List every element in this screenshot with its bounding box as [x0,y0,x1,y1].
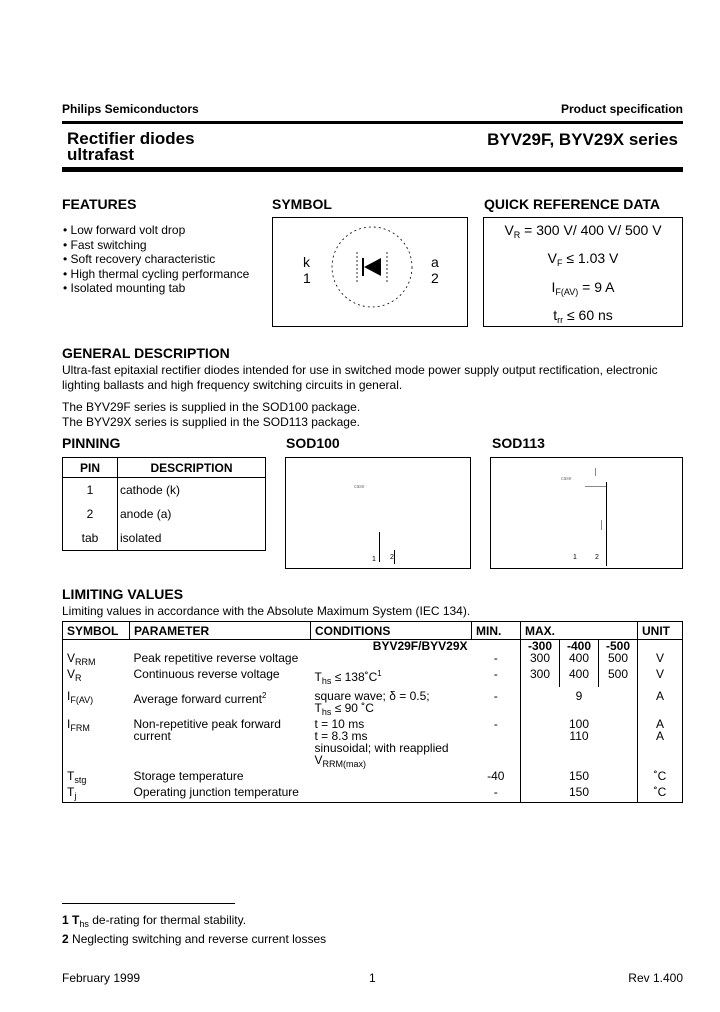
qrd-row-trr: $t_{rr} \le 60$ ns [553,307,613,325]
general-heading: GENERAL DESCRIPTION [62,345,230,361]
table-row: 2 anode (a) [63,502,266,526]
footnote-1: 1 $T_{hs}$ de-rating for thermal stability. [62,913,247,929]
feature-item: • High thermal cycling performance [63,266,250,281]
symbol-box [272,217,468,327]
table-row: tab isolated [63,526,266,551]
title-line2: ultrafast [67,145,135,164]
pin-col-header: PIN [63,458,118,478]
lv-col-parameter: PARAMETER [130,622,311,640]
sod100-drawing: case 1 2 [285,457,471,569]
pinning-table [62,457,266,551]
feature-item: • Fast switching [63,237,147,252]
features-heading: FEATURES [62,196,137,212]
title-rule [62,167,683,172]
part-number: BYV29F, BYV29X series [487,130,678,149]
sod100-heading: SOD100 [286,435,340,451]
lv-col-symbol: SYMBOL [63,622,130,640]
table-row: $T_{stg}$ Storage temperature -40 150 ˚C [63,770,683,786]
symbol-a-label: a [431,254,439,270]
feature-item: • Low forward volt drop [63,223,186,237]
header-rule [62,121,683,124]
title-line1: Rectifier diodes [67,129,195,148]
table-row: $T_j$ Operating junction temperature - 150 ˚C [63,786,683,803]
pinning-heading: PINNING [62,435,121,451]
lv-col-min: MIN. [472,622,521,640]
footnote-rule [62,903,235,904]
symbol-pin2-label: 2 [431,270,439,286]
table-row: $V_{RRM}$ Peak repetitive reverse voltage - 300 400 500 V [63,652,683,668]
table-row: $I_{FRM}$ Non-repetitive peak forward current t = 10 ms t = 8.3 ms sinusoidal; with reapplied $V_{RRM(max)}$ - 100 110 A A [63,718,683,770]
desc-col-header: DESCRIPTION [118,458,266,478]
footer-page: 1 [369,971,376,985]
limiting-values-table [62,621,683,803]
lv-subheader-row: BYV29F/BYV29X -300 -400 -500 [63,640,683,653]
limiting-intro: Limiting values in accordance with the Absolute Maximum System (IEC 134). [62,604,471,618]
feature-item: • Isolated mounting tab [63,281,186,295]
footer-date: February 1999 [62,971,141,985]
company-name: Philips Semiconductors [62,102,199,116]
qrd-box [483,217,683,327]
limiting-heading: LIMITING VALUES [62,586,184,602]
table-row: $I_{F(AV)}$ Average forward current$^2$ square wave; δ = 0.5; $T_{hs} \le 90$ ˚C - 9 A [63,687,683,718]
features-list [63,223,249,296]
table-row: $V_R$ Continuous reverse voltage $T_{hs}$ ≤ $138˚C^1$ - 300 400 500 V [63,668,683,687]
general-para1: Ultra-fast epitaxial rectifier diodes intended for use in switched mode power supply output rectification, electronic lighting ballasts and high frequency switching circuits in general. [62,363,658,392]
qrd-row-ifav: $I_{F(AV)} = 9$ A [551,279,615,297]
symbol-k-label: k [303,254,310,270]
table-row: 1 cathode (k) [63,478,266,503]
qrd-heading: QUICK REFERENCE DATA [484,196,661,212]
doc-type: Product specification [560,102,683,116]
sod113-drawing: case 1 2 [490,457,683,569]
qrd-row-vr: $V_R = 300$ V/ 400 V/ 500 V [504,222,662,240]
symbol-heading: SYMBOL [272,196,332,212]
general-para2: The BYV29F series is supplied in the SOD100 package. The BYV29X series is supplied in the SOD113 package. [62,400,361,429]
lv-col-conditions: CONDITIONS [311,622,472,640]
sod113-heading: SOD113 [492,435,545,451]
footnote-2: 2 Neglecting switching and reverse current losses [62,932,327,946]
footer-rev: Rev 1.400 [628,971,683,985]
qrd-row-vf: $V_F \le 1.03$ V [547,250,619,268]
symbol-pin1-label: 1 [303,270,311,286]
lv-col-unit: UNIT [638,622,683,640]
feature-item: • Soft recovery characteristic [63,252,216,266]
diode-symbol-icon [273,218,469,328]
lv-col-max: MAX. [521,622,638,640]
